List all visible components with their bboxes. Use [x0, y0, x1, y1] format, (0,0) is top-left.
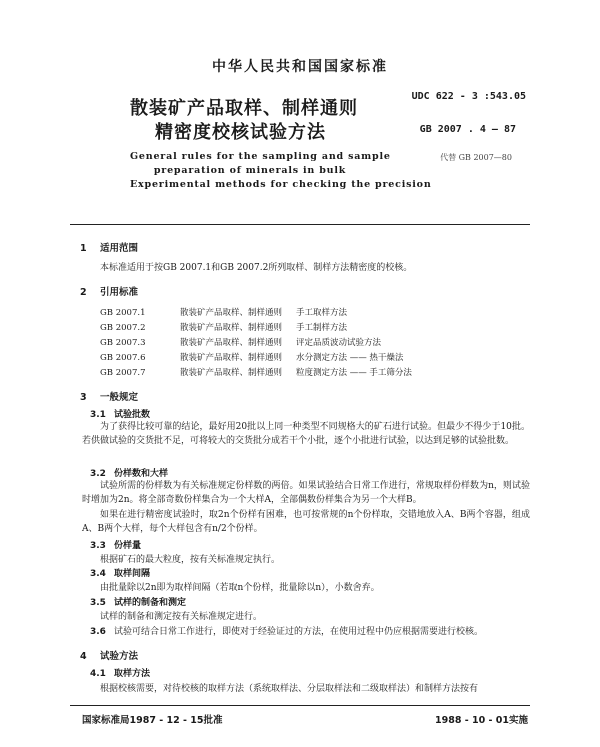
section-number: 2 [80, 287, 87, 298]
subsection-3-5-text: 试样的制备和测定按有关标准规定进行。 [100, 612, 263, 622]
approval-date: 国家标准局1987 - 12 - 15批准 [82, 715, 223, 726]
ref-code: GB 2007.6 [100, 353, 146, 363]
replaces-note: 代替 GB 2007—80 [440, 153, 512, 162]
subsection-number: 4.1 [90, 669, 106, 679]
subsection-3-1-heading [90, 407, 150, 420]
subsection-3-2-text-1: 试验所需的份样数为有关标准规定份样数的两倍。如果试验结合日常工作进行，常规取样份样数为n，则试验时增加为2n。将全部奇数份样集合为一个大样A，全部偶数份样集合为另一个大样B。 [82, 481, 530, 505]
title-cn-line1: 散装矿产品取样、制样通则 [130, 98, 358, 119]
title-en-line2: preparation of minerals in bulk [153, 165, 347, 176]
reference-row [100, 306, 347, 318]
section-1-heading [80, 240, 138, 254]
header-divider [70, 224, 530, 225]
subsection-number: 3.1 [90, 410, 106, 420]
section-number: 3 [80, 392, 87, 403]
subsection-number: 3.2 [90, 469, 106, 479]
ref-code: GB 2007.3 [100, 338, 146, 348]
subsection-number: 3.5 [90, 598, 106, 608]
ref-subtitle: 评定品质波动试验方法 [296, 338, 382, 348]
subsection-title: 份样量 [114, 541, 142, 551]
subsection-title: 份样数和大样 [114, 469, 169, 479]
subsection-3-4-text: 由批量除以2n即为取样间隔（若取n个份样，批量除以n），小数舍弃。 [100, 583, 380, 593]
subsection-3-2-heading [90, 466, 168, 479]
ref-code: GB 2007.2 [100, 323, 146, 333]
subsection-4-1-text: 根据校核需要，对待校核的取样方法（系统取样法、分层取样法和二级取样法）和制样方法按有 [100, 684, 479, 694]
effective-date: 1988 - 10 - 01实施 [435, 715, 528, 726]
ref-title: 散装矿产品取样、制样通则 [180, 323, 283, 333]
subsection-number: 3.3 [90, 541, 106, 551]
ref-title: 散装矿产品取样、制样通则 [180, 308, 283, 318]
section-number: 1 [80, 243, 87, 254]
subsection-3-5-heading [90, 595, 186, 608]
subsection-title: 取样方法 [114, 669, 151, 679]
reference-row [100, 336, 381, 348]
ref-title: 散装矿产品取样、制样通则 [180, 353, 283, 363]
section-3-heading [80, 389, 138, 403]
section-1-text: 本标准适用于按GB 2007.1和GB 2007.2所列取样、制样方法精密度的校核。 [100, 263, 413, 273]
gb-number: GB 2007 . 4 — 87 [419, 124, 516, 135]
ref-title: 散装矿产品取样、制样通则 [180, 338, 283, 348]
ref-subtitle: 手工制样方法 [296, 323, 348, 333]
udc-number: UDC 622 - 3 :543.05 [411, 91, 526, 102]
subsection-3-4-heading [90, 566, 150, 579]
section-2-heading [80, 284, 138, 298]
section-title: 适用范围 [100, 243, 139, 254]
ref-subtitle: 手工取样方法 [296, 308, 348, 318]
footer-divider [70, 705, 530, 706]
section-title: 试验方法 [100, 651, 139, 662]
subsection-4-1-heading [90, 666, 150, 679]
subsection-3-6 [90, 624, 483, 637]
section-4-heading [80, 648, 138, 662]
title-cn-line2: 精密度校核试验方法 [155, 122, 326, 143]
subsection-number: 3.6 [90, 627, 106, 637]
subsection-3-1-text: 为了获得比较可靠的结论，最好用20批以上同一种类型不同规格大的矿石进行试验。但最少不得少于10批。若供做试验的交货批不足，可将较大的交货批分成若干个小批，逐个小批进行试验，以达到足够的试验批数。 [82, 422, 530, 446]
subsection-number: 3.4 [90, 569, 106, 579]
subsection-3-3-text: 根据矿石的最大粒度，按有关标准规定执行。 [100, 555, 281, 565]
title-en-line3: Experimental methods for checking the precision [130, 179, 432, 190]
ref-subtitle: 水分测定方法 —— 热干燥法 [296, 353, 404, 363]
subsection-title: 试样的制备和测定 [114, 598, 187, 608]
section-title: 一般规定 [100, 392, 139, 403]
section-number: 4 [80, 651, 87, 662]
subsection-3-3-heading [90, 538, 141, 551]
subsection-title: 取样间隔 [114, 569, 151, 579]
reference-row [100, 351, 403, 363]
title-en-line1: General rules for the sampling and sample [130, 151, 391, 162]
subsection-3-2-text-2: 如果在进行精密度试验时，取2n个份样有困难，也可按常规的n个份样取，交错地放入A、B两个容器，组成A、B两个大样，每个大样包含有n/2个份样。 [82, 510, 530, 534]
ref-code: GB 2007.1 [100, 308, 146, 318]
reference-row [100, 321, 347, 333]
reference-row [100, 366, 412, 378]
ref-title: 散装矿产品取样、制样通则 [180, 368, 283, 378]
subsection-title: 试验批数 [114, 410, 151, 420]
ref-code: GB 2007.7 [100, 368, 146, 378]
national-standard-heading: 中华人民共和国国家标准 [212, 59, 388, 75]
subsection-text: 试验可结合日常工作进行，即使对于经验证过的方法，在使用过程中仍应根据需要进行校核。 [114, 627, 484, 637]
section-title: 引用标准 [100, 287, 139, 298]
ref-subtitle: 粒度测定方法 —— 手工筛分法 [296, 368, 412, 378]
